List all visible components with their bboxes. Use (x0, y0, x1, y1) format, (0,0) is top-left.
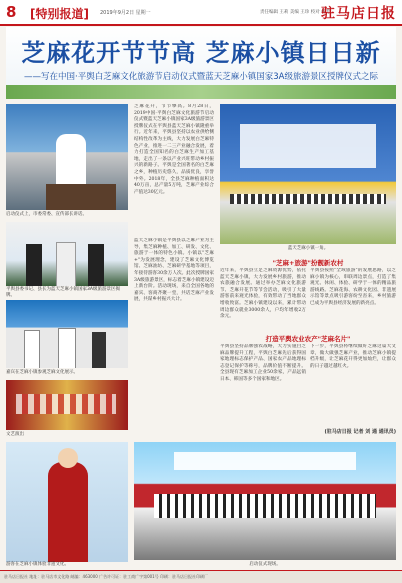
podium (46, 184, 116, 210)
photo-stage (220, 104, 396, 244)
masthead: 驻马店日报 (321, 6, 396, 22)
person-3 (88, 244, 104, 286)
issue-date: 2019年9月2日 星期一 (100, 10, 151, 16)
byline: (驻马店日报 记者 刘 通 通讯员) (324, 429, 396, 435)
article-column-mid-3: 平舆县坚持品牌强农战略，大力实施白芝麻品牌提升工程，平舆白芝麻先后获得国家地理标志保护产品、国家农产品地理标志登记保护等称号，品牌价值不断提升。全县现有芝麻加工企业50余家，产品远销日本、韩国等多个国家和地区。 (220, 344, 306, 382)
caption-visit: 嘉宾在芝麻小镇参观芝麻文化展示。 (6, 370, 78, 375)
article-column-left: 芝麻花开，节节攀高。8月28日，2019中国·平舆白芝麻文化旅游节启动仪式暨蓝天芝麻小镇国家3A级旅游景区授牌仪式在平舆县蓝天芝麻小镇隆重举行。近年来，平舆县坚持以农业供给侧结构性改革为主线，大力发展白芝麻特色产业，推进一二三产业融合发展，着力打造全国知名的白芝麻生产加工基地，走出了一条以产业兴旺带动乡村振兴的新路子。平舆是全国著名的白芝麻之乡，种植历史悠久，品质优良，享誉中外。2018年，全县芝麻种植面积达40万亩，总产量5万吨，芝麻产业综合产值达30亿元。 (134, 104, 214, 195)
costumed-performer (48, 462, 88, 562)
article-column-left-2: 蓝天芝麻小镇是平舆县以芝麻产业为主导，集芝麻种植、加工、研发、文化、旅游于一体的特色小镇。小镇以"芝麻+"为发展理念，建设了芝麻文化博览馆、芝麻油坊、芝麻研学基地等项目，年接待游客30余万人次。此次授牌国家3A级旅游景区，标志着芝麻小镇建设迈上新台阶。活动现场，来自全国各地的嘉宾、客商齐聚一堂，共话芝麻产业发展，共谋乡村振兴大计。 (134, 238, 214, 303)
page-footer (0, 570, 402, 583)
editor-info: 责任编辑 王莉 美编 王珍 校对 杨芳 (260, 10, 331, 15)
caption-costume: 游客在芝麻小镇体验非遗文化。 (6, 562, 69, 567)
photo-speech (6, 104, 128, 210)
ceremony-banner (174, 452, 356, 470)
person-1 (26, 244, 42, 286)
headline-banner (6, 27, 396, 99)
photo-unveiling (6, 222, 128, 286)
caption-ceremony: 启动仪式现场。 (249, 562, 281, 567)
guest-3 (92, 332, 106, 368)
footer-text: 驻马店日报社 地址：驻马店市文化路 邮编：463000 广告许可证：驻工商广字第001号 印刷：驻马店日报社印刷厂 (4, 574, 208, 579)
article-column-mid-4: 下一步，平舆县将继续做好芝麻这篇大文章，做大做强芝麻产业，推动芝麻小镇提档升级，让芝麻花开得更加灿烂，让群众的日子越过越红火。 (310, 344, 396, 369)
caption-main-photo: 蓝天芝麻小镇一角。 (287, 246, 329, 251)
photo-performance (6, 380, 128, 430)
photo-visit (6, 300, 128, 368)
photo-ceremony (134, 442, 396, 560)
person-2 (56, 242, 76, 286)
stage-backdrop (240, 124, 376, 168)
page-number: 8 (6, 3, 17, 21)
caption-unveiling: 平舆县委书记、县长为蓝天芝麻小镇国家3A级旅游景区揭牌。 (6, 287, 120, 298)
guest-1 (24, 330, 40, 368)
section-title: [特别报道] (30, 7, 89, 21)
guest-2 (58, 328, 76, 368)
main-headline: 芝麻花开节节高 芝麻小镇日日新 (21, 39, 381, 67)
article-column-mid-2: 平舆县按照"全域旅游"的发展思路，以芝麻小镇为核心，串联周边景点，打造了集观光、休闲、体验、研学于一体的精品旅游线路。芝麻花海、农耕文化园、非遗展示馆等景点吸引游客纷至沓来，乡村旅游已成为平舆县经济发展的新亮点。 (310, 268, 396, 306)
crowd (230, 194, 386, 204)
page-header (0, 0, 402, 26)
subhead-brand: 打造平舆农业农产"芝麻名片" (265, 335, 351, 343)
performers (16, 394, 116, 414)
article-column-mid-1: 近年来，平舆县立足芝麻资源优势，依托蓝天芝麻小镇，大力发展乡村旅游，推动农旅融合发展。通过举办芝麻文化旅游节、芝麻开花节等节会活动，吸引了大量游客前来观光体验，有效带动了当地群众增收致富。芝麻小镇建设以来，累计带动周边群众就业3000余人，户均年增收2万余元。 (220, 268, 306, 320)
subhead-tourism: "芝麻+旅游"扮靓新农村 (272, 259, 344, 267)
photo-costume (6, 442, 128, 562)
banner-field-strip (6, 85, 396, 99)
performer-head (58, 448, 78, 468)
sub-headline: ——写在中国·平舆白芝麻文化旅游节启动仪式暨蓝天芝麻小镇国家3A级旅游景区授牌仪式之际 (24, 72, 378, 82)
caption-performance: 文艺演出 (6, 432, 24, 437)
caption-speech: 启动仪式上，市委常委、宣传部长讲话。 (6, 212, 87, 217)
ceremony-crowd (154, 494, 376, 518)
